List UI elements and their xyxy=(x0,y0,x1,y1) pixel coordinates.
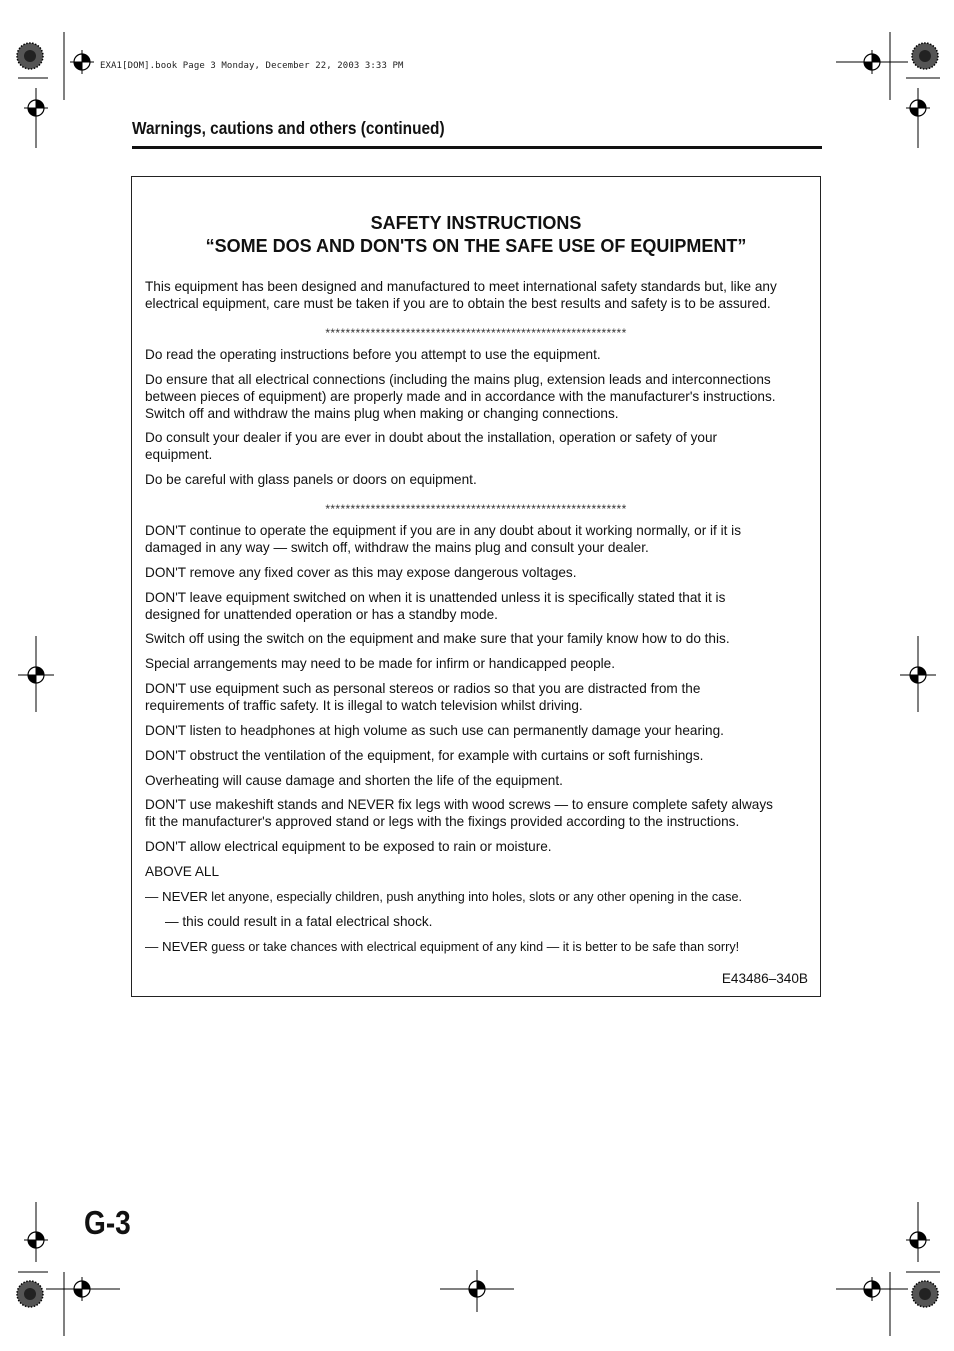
intro-line: electrical equipment, care must be taken if you are to obtain the best results and safety is to be assured. xyxy=(145,296,771,311)
never-lead: — NEVER xyxy=(145,939,208,954)
above-all: ABOVE ALL xyxy=(145,864,220,879)
dont-item: DON'T use equipment such as personal stereos or radios so that you are distracted from the xyxy=(145,681,701,696)
dont-item: DON'T continue to operate the equipment if you are in any doubt about it working normally, or if it is xyxy=(145,523,742,538)
separator: ************************************************************ xyxy=(325,326,627,340)
dont-item: DON'T obstruct the ventilation of the equipment, for example with curtains or soft furnishings. xyxy=(145,748,704,763)
print-info: EXA1[DOM].book Page 3 Monday, December 22, 2003 3:33 PM xyxy=(100,61,404,71)
never-item xyxy=(145,938,813,956)
do-item: between pieces of equipment) are properly made and in accordance with the manufacturer's instructions. xyxy=(145,389,776,404)
do-item: Do read the operating instructions before you attempt to use the equipment. xyxy=(145,347,601,362)
dont-item: DON'T allow electrical equipment to be exposed to rain or moisture. xyxy=(145,839,552,854)
page-number: G-3 xyxy=(84,1204,131,1241)
never-continuation: — this could result in a fatal electrical shock. xyxy=(165,914,433,929)
dont-item: Switch off using the switch on the equipment and make sure that your family know how to do this. xyxy=(145,631,730,646)
dont-item: requirements of traffic safety. It is illegal to watch television whilst driving. xyxy=(145,698,583,713)
safety-subtitle: “SOME DOS AND DON'TS ON THE SAFE USE OF EQUIPMENT” xyxy=(205,236,747,256)
never-lead: — NEVER xyxy=(145,889,208,904)
intro-line: This equipment has been designed and manufactured to meet international safety standards but, like any xyxy=(145,279,777,294)
dont-item: DON'T listen to headphones at high volume as such use can permanently damage your hearing. xyxy=(145,723,724,738)
never-item xyxy=(145,888,813,906)
dont-item: Overheating will cause damage and shorten the life of the equipment. xyxy=(145,773,563,788)
separator: ************************************************************ xyxy=(325,502,627,516)
header-rule xyxy=(132,146,822,149)
safety-instructions-box xyxy=(131,176,821,997)
dont-item: fit the manufacturer's approved stand or legs with the fixings provided according to the instructions. xyxy=(145,814,740,829)
do-item: Do consult your dealer if you are ever in doubt about the installation, operation or safety of your xyxy=(145,430,718,445)
safety-title: SAFETY INSTRUCTIONS xyxy=(370,213,582,233)
do-item: equipment. xyxy=(145,447,213,462)
never-text: let anyone, especially children, push anything into holes, slots or any other opening in the case. xyxy=(207,890,742,904)
do-item: Do be careful with glass panels or doors on equipment. xyxy=(145,472,477,487)
document-code: E43486–340B xyxy=(721,971,808,986)
dont-item: DON'T leave equipment switched on when it is unattended unless it is specifically stated that it is xyxy=(145,590,726,605)
dont-item: designed for unattended operation or has a standby mode. xyxy=(145,607,498,622)
section-header: Warnings, cautions and others (continued) xyxy=(132,118,445,138)
do-item: Do ensure that all electrical connections (including the mains plug, extension leads and interconnections xyxy=(145,372,771,387)
dont-item: DON'T remove any fixed cover as this may expose dangerous voltages. xyxy=(145,565,577,580)
dont-item: damaged in any way — switch off, withdraw the mains plug and consult your dealer. xyxy=(145,540,649,555)
do-item: Switch off and withdraw the mains plug when making or changing connections. xyxy=(145,406,619,421)
dont-item: Special arrangements may need to be made for infirm or handicapped people. xyxy=(145,656,616,671)
never-text: guess or take chances with electrical equipment of any kind — it is better to be safe than sorry! xyxy=(207,940,740,954)
dont-item: DON'T use makeshift stands and NEVER fix legs with wood screws — to ensure complete safety always xyxy=(145,797,773,812)
